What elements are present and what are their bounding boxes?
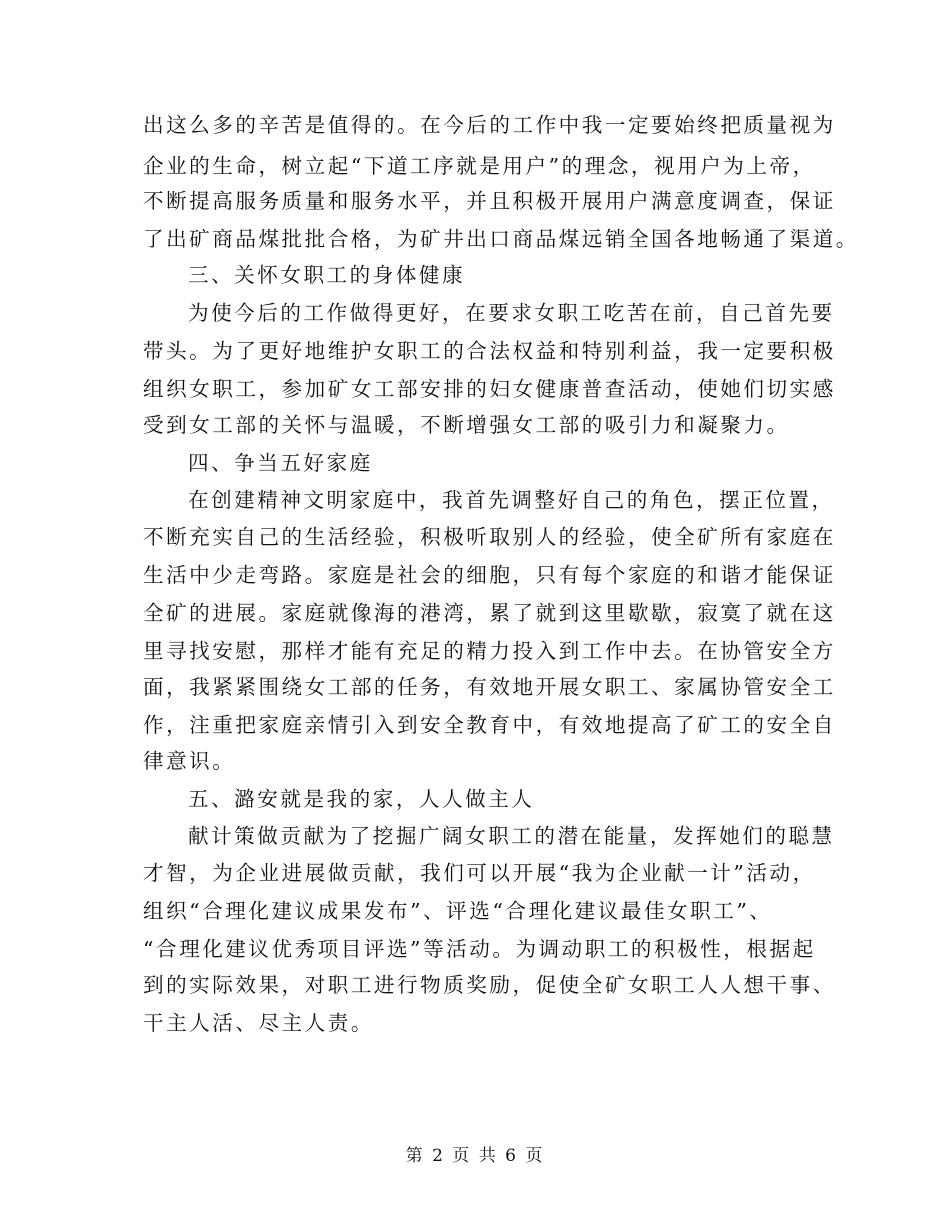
paragraph-line: 不断充实自己的生活经验，积极听取别人的经验，使全矿所有家庭在 [143,525,836,549]
paragraph-line: 才智，为企业进展做贡献，我们可以开展“我为企业献一计”活动， [143,861,816,885]
paragraph-line: 受到女工部的关怀与温暖，不断增强女工部的吸引力和凝聚力。 [143,413,790,437]
paragraph-line: 组织“合理化建议成果发布”、评选“合理化建议最佳女职工”、 [143,899,773,923]
paragraph-line: 出这么多的辛苦是值得的。在今后的工作中我一定要始终把质量视为 [143,113,836,137]
paragraph-line: 全矿的进展。家庭就像海的港湾，累了就到这里歇歇，寂寞了就在这 [143,601,836,625]
section-heading: 五、潞安就是我的家，人人做主人 [188,787,535,811]
paragraph-line: 面，我紧紧围绕女工部的任务，有效地开展女职工、家属协管安全工 [143,675,836,699]
paragraph-line: 了出矿商品煤批批合格，为矿井出口商品煤远销全国各地畅通了渠道。 [143,227,859,251]
section-heading: 四、争当五好家庭 [188,451,373,475]
paragraph-line: 不断提高服务质量和服务水平，并且积极开展用户满意度调查，保证 [143,189,836,213]
paragraph-line: 生活中少走弯路。家庭是社会的细胞，只有每个家庭的和谐才能保证 [143,563,836,587]
section-heading: 三、关怀女职工的身体健康 [188,263,466,287]
page-number: 第 2 页 共 6 页 [405,1146,545,1166]
paragraph-line: 到的实际效果，对职工进行物质奖励，促使全矿女职工人人想干事、 [143,973,836,997]
paragraph-line: 献计策做贡献为了挖掘广阔女职工的潜在能量，发挥她们的聪慧 [188,824,835,848]
paragraph-line: “合理化建议优秀项目评选”等活动。为调动职工的积极性，根据起 [143,937,816,961]
paragraph-line: 组织女职工，参加矿女工部安排的妇女健康普查活动，使她们切实感 [143,377,836,401]
paragraph-line: 律意识。 [143,749,236,773]
paragraph-line: 在创建精神文明家庭中，我首先调整好自己的角色，摆正位置， [188,488,835,512]
paragraph-line: 里寻找安慰，那样才能有充足的精力投入到工作中去。在协管安全方 [143,639,836,663]
paragraph-line: 为使今后的工作做得更好，在要求女职工吃苦在前，自己首先要 [188,301,835,325]
paragraph-line: 作，注重把家庭亲情引入到安全教育中，有效地提高了矿工的安全自 [143,713,836,737]
paragraph-line: 带头。为了更好地维护女职工的合法权益和特别利益，我一定要积极 [143,339,836,363]
paragraph-line: 企业的生命，树立起“下道工序就是用户”的理念，视用户为上帝， [143,154,816,178]
paragraph-line: 干主人活、尽主人责。 [143,1011,374,1035]
